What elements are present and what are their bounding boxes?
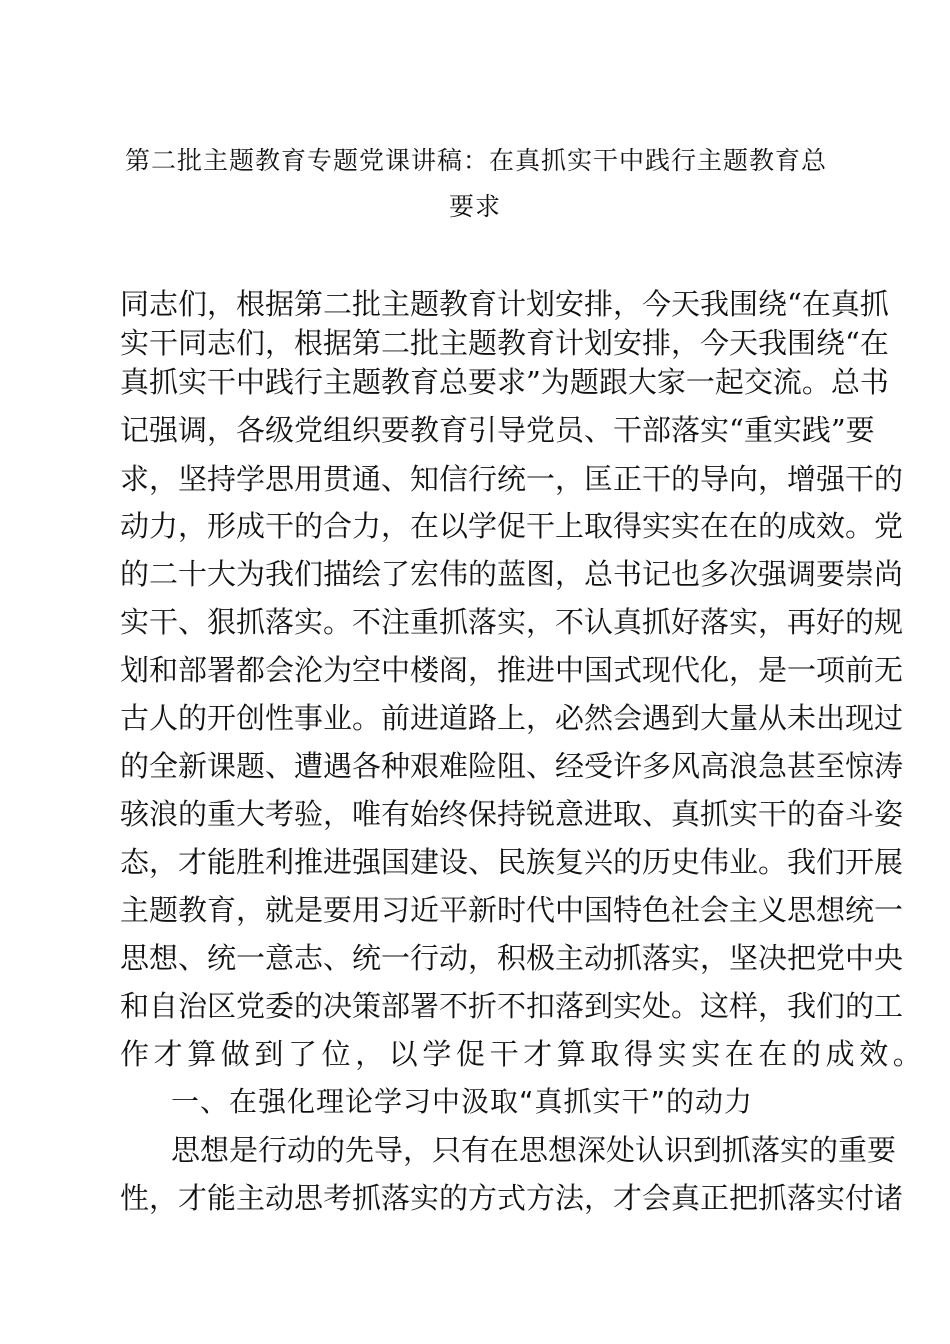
paragraph-1-line-2: 实干同志们，根据第二批主题教育计划安排，今天我围绕“在 (120, 326, 889, 360)
paragraph-1-line-8: 实干、狠抓落实。不注重抓落实，不认真抓好落实，再好的规 (120, 605, 904, 639)
paragraph-1-line-4: 记强调，各级党组织要教育引导党员、干部落实“重实践”要 (120, 413, 875, 447)
paragraph-1-line-17: 作才算做到了位，以学促干才算取得实实在在的成效。 (120, 1037, 927, 1071)
paragraph-1-line-6: 动力，形成干的合力，在以学促干上取得实实在在的成效。党 (120, 509, 904, 543)
paragraph-1-line-7: 的二十大为我们描绘了宏伟的蓝图，总书记也多次强调要崇尚 (120, 557, 904, 591)
paragraph-1-line-11: 的全新课题、遭遇各种艰难险阻、经受许多风高浪急甚至惊涛 (120, 749, 904, 783)
paragraph-1-line-13: 态，才能胜利推进强国建设、民族复兴的历史伟业。我们开展 (120, 845, 904, 879)
document-title-line-1: 第二批主题教育专题党课讲稿：在真抓实干中践行主题教育总 (124, 146, 827, 175)
section-1-heading: 一、在强化理论学习中汲取“真抓实干”的动力 (171, 1085, 754, 1118)
paragraph-1-line-1: 同志们，根据第二批主题教育计划安排，今天我围绕“在真抓 (120, 287, 889, 321)
paragraph-1-line-3: 真抓实干中践行主题教育总要求”为题跟大家一起交流。总书 (120, 365, 889, 399)
paragraph-1-line-9: 划和部署都会沦为空中楼阁，推进中国式现代化，是一项前无 (120, 653, 904, 687)
paragraph-1-line-10: 古人的开创性事业。前进道路上，必然会遇到大量从未出现过 (120, 701, 904, 735)
paragraph-1-line-5: 求，坚持学思用贯通、知信行统一，匡正干的导向，增强干的 (120, 462, 904, 496)
paragraph-1-line-12: 骇浪的重大考验，唯有始终保持锐意进取、真抓实干的奋斗姿 (120, 797, 904, 831)
paragraph-1-line-14: 主题教育，就是要用习近平新时代中国特色社会主义思想统一 (120, 893, 904, 927)
paragraph-1-line-16: 和自治区党委的决策部署不折不扣落到实处。这样，我们的工 (120, 989, 904, 1023)
paragraph-2-line-2: 性，才能主动思考抓落实的方式方法，才会真正把抓落实付诸 (120, 1181, 904, 1215)
paragraph-2-line-1: 思想是行动的先导，只有在思想深处认识到抓落实的重要 (171, 1133, 897, 1167)
paragraph-1-line-15: 思想、统一意志、统一行动，积极主动抓落实，坚决把党中央 (120, 941, 904, 975)
document-title-line-2: 要求 (448, 192, 501, 221)
